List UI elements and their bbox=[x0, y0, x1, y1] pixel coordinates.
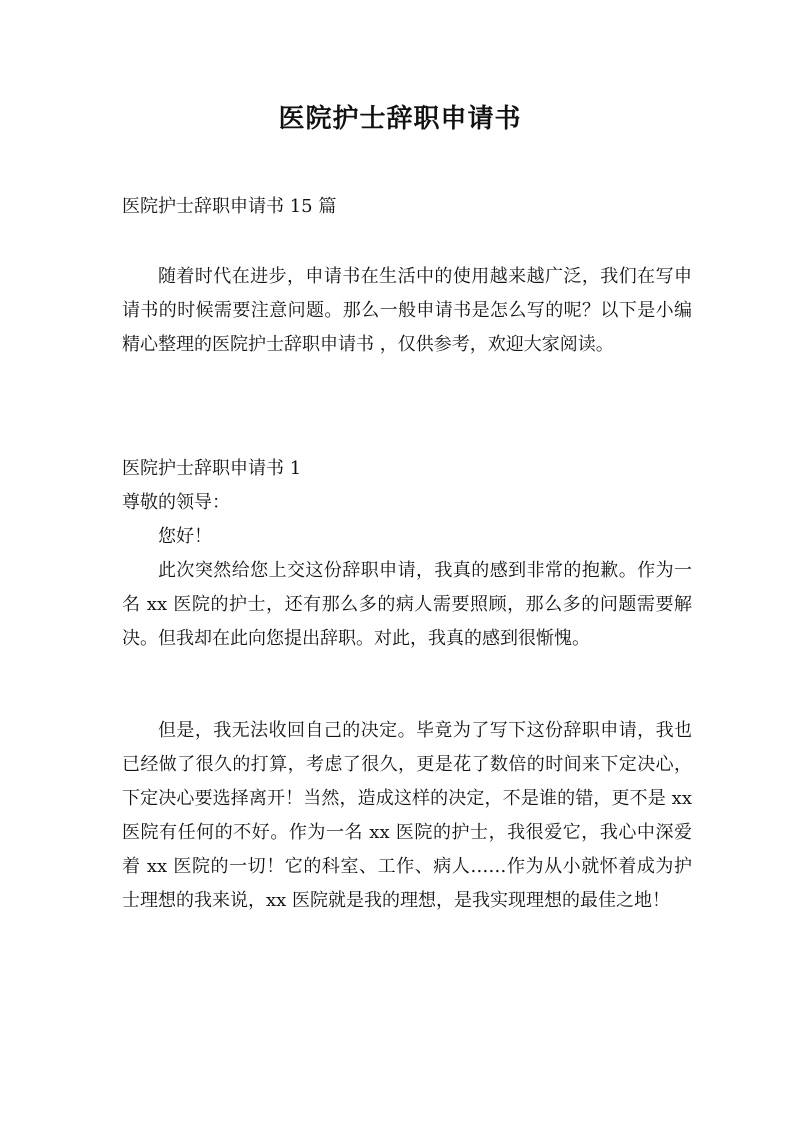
salutation: 尊敬的领导： bbox=[122, 492, 230, 513]
section-heading: 医院护士辞职申请书 1 bbox=[122, 458, 302, 479]
document-title: 医院护士辞职申请书 bbox=[278, 104, 522, 134]
greeting: 您好！ bbox=[158, 526, 212, 547]
body-paragraph: 但是，我无法收回自己的决定。毕竟为了写下这份辞职申请，我也已经做了很久的打算，考虑了很久，更是花了数倍的时间来下定决心，下定决心要选择离开！当然，造成这样的决定，不是谁的错，更不是 xx 医院有任何的不好。作为一名 xx 医院的护士，我很爱它，我心中深爱着 xx 医院的一切！它的科室、工作、病人……作为从小就怀着成为护士理想的我来说，xx 医院就是我的理想，是我实现理想的最佳之地！ bbox=[122, 720, 692, 911]
body-paragraph: 此次突然给您上交这份辞职申请，我真的感到非常的抱歉。作为一名 xx 医院的护士，还有那么多的病人需要照顾，那么多的问题需要解决。但我却在此向您提出辞职。对此，我真的感到很惭愧。 bbox=[122, 560, 692, 649]
document-subtitle: 医院护士辞职申请书 15 篇 bbox=[122, 196, 337, 217]
intro-paragraph: 随着时代在进步，申请书在生活中的使用越来越广泛，我们在写申请书的时候需要注意问题。那么一般申请书是怎么写的呢？以下是小编精心整理的医院护士辞职申请书 ，仅供参考，欢迎大家阅读。 bbox=[122, 266, 692, 355]
